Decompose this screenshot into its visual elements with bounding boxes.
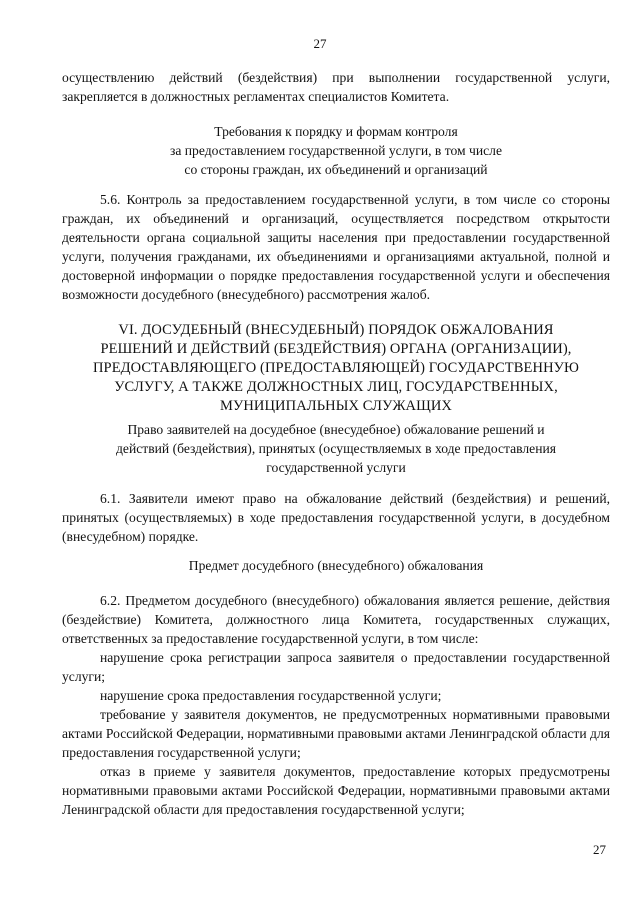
section-vi-heading — [62, 321, 610, 416]
subject-heading: Предмет досудебного (внесудебного) обжалования — [188, 558, 484, 573]
list-item-1: нарушение срока регистрации запроса заявителя о предоставлении государственной услуги; — [62, 650, 610, 684]
rights-heading-line-3: государственной услуги — [266, 460, 406, 475]
page-number-top: 27 — [313, 36, 327, 51]
list-item-4: отказ в приеме у заявителя документов, предоставление которых предусмотрены нормативными правовыми актами Российской Федерации, нормативными правовыми актами Ленинградской области для предоставления государственной услуги; — [62, 764, 610, 817]
section-vi-line-2: РЕШЕНИЙ И ДЕЙСТВИЙ (БЕЗДЕЙСТВИЯ) ОРГАНА (ОРГАНИЗАЦИИ), — [100, 341, 572, 357]
paragraph-6-1: 6.1. Заявители имеют право на обжалование действий (бездействия) и решений, принятых (осуществляемых) в ходе предоставления государственной услуги, в досудебном (внесудебном) порядке. — [62, 491, 610, 544]
list-item-2: нарушение срока предоставления государственной услуги; — [100, 688, 442, 703]
intro-line-2: закрепляется в должностных регламентах специалистов Комитета. — [62, 89, 450, 104]
section-vi-line-1: VI. ДОСУДЕБНЫЙ (ВНЕСУДЕБНЫЙ) ПОРЯДОК ОБЖАЛОВАНИЯ — [118, 322, 554, 338]
paragraph-6-2: 6.2. Предметом досудебного (внесудебного) обжалования является решение, действия (бездействие) Комитета, должностного лица Комитета, государственных служащих, ответственных за предоставление государственной услуги, в том числе: — [62, 593, 610, 646]
list-item-3: требование у заявителя документов, не предусмотренных нормативными правовыми актами Российской Федерации, нормативными правовыми актами Ленинградской области для предоставления государственной услуги; — [62, 707, 610, 760]
rights-heading-line-2: действий (бездействия), принятых (осуществляемых в ходе предоставления — [116, 441, 556, 456]
control-heading — [62, 122, 610, 179]
paragraph-5-6: 5.6. Контроль за предоставлением государственной услуги, в том числе со стороны граждан, их объединений и организаций, осуществляется посредством открытости деятельности органа социальной защиты населения при предоставлении государственной услуги, получения гражданами, их объединениями и организациями актуальной, полной и достоверной информации о порядке предоставления государственной услуги и обеспечения возможности досудебного (внесудебного) рассмотрения жалоб. — [62, 192, 610, 302]
section-vi-line-4: УСЛУГУ, А ТАКЖЕ ДОЛЖНОСТНЫХ ЛИЦ, ГОСУДАРСТВЕННЫХ, — [114, 379, 558, 395]
intro-line-1: осуществлению действий (бездействия) при выполнении государственной услуги, — [62, 70, 610, 85]
control-heading-line-3: со стороны граждан, их объединений и организаций — [184, 162, 488, 177]
rights-heading — [62, 420, 610, 477]
section-vi-line-3: ПРЕДОСТАВЛЯЮЩЕГО (ПРЕДОСТАВЛЯЮЩЕЙ) ГОСУДАРСТВЕННУЮ — [92, 360, 580, 376]
section-vi-line-5: МУНИЦИПАЛЬНЫХ СЛУЖАЩИХ — [219, 398, 452, 414]
control-heading-line-1: Требования к порядку и формам контроля — [214, 124, 458, 139]
control-heading-line-2: за предоставлением государственной услуги, в том числе — [169, 143, 502, 158]
intro-paragraph — [62, 68, 610, 106]
rights-heading-line-1: Право заявителей на досудебное (внесудебное) обжалование решений и — [127, 422, 545, 437]
page-number-bottom: 27 — [593, 842, 606, 857]
